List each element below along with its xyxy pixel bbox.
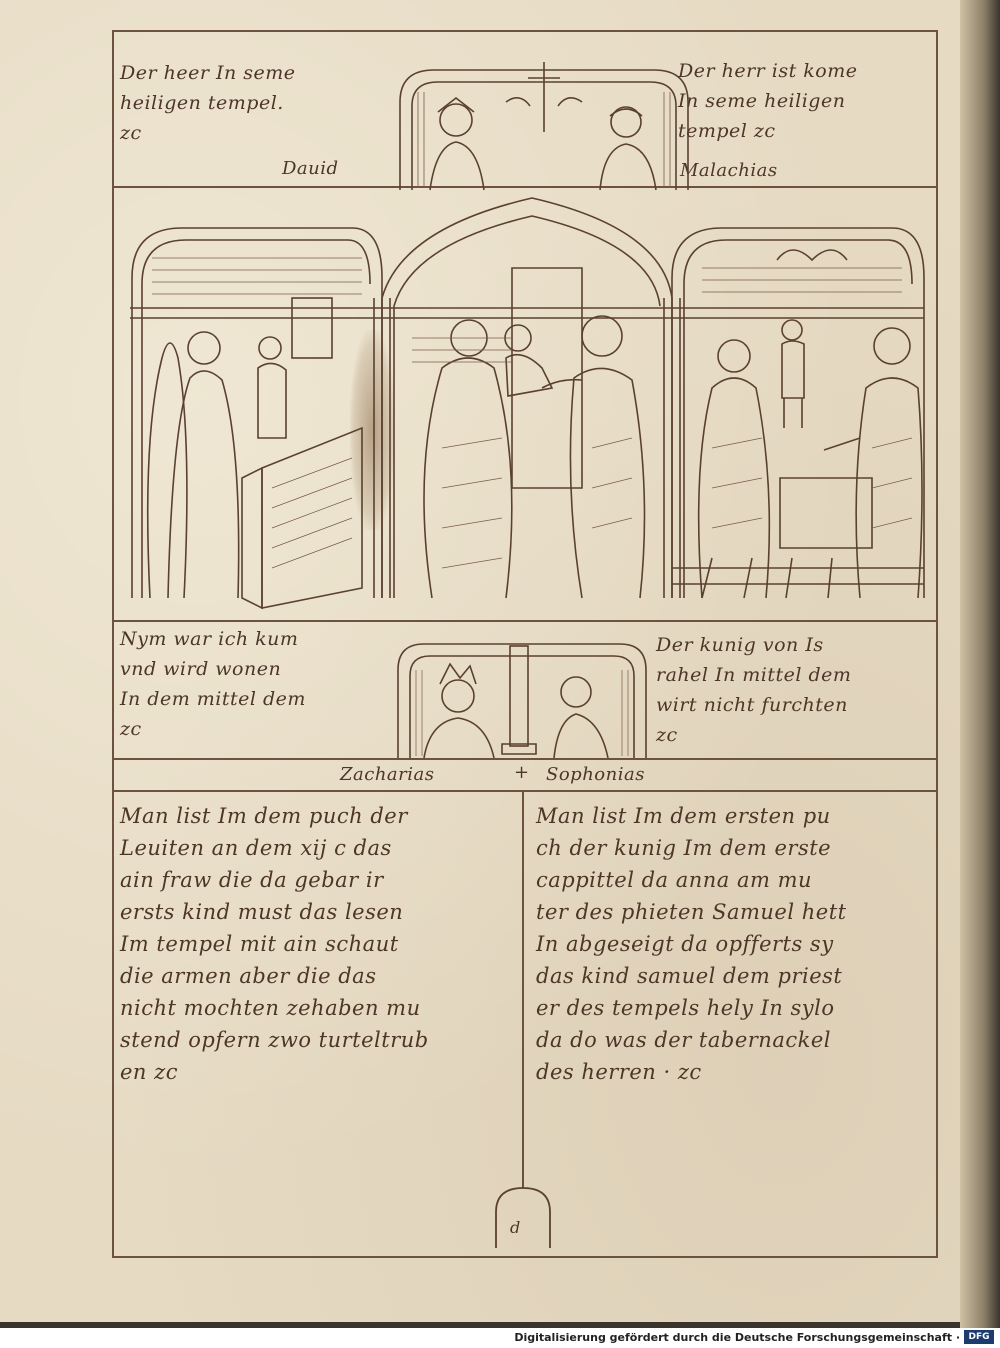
- folio-bell-mark: [488, 1160, 558, 1250]
- prophets-illustration-middle: [394, 640, 650, 760]
- prophet-name-sophonias: Sophonias: [546, 764, 645, 785]
- folio-signature: d: [510, 1218, 521, 1237]
- caption-top-right: Der herr ist kome In seme heiligen tempel zc: [678, 60, 858, 142]
- prophet-name-malachias: Malachias: [680, 160, 778, 181]
- book-gutter: [960, 0, 1000, 1330]
- presentation-in-temple-illustration: [112, 188, 942, 618]
- column-divider: [522, 790, 524, 1160]
- prophet-name-separator: +: [514, 762, 530, 783]
- dfg-logo-icon: DFG: [964, 1330, 994, 1344]
- caption-top-left: Der heer In seme heiligen tempel. zc: [120, 62, 296, 144]
- funding-credit: Digitalisierung gefördert durch die Deutsche Forschungsgemeinschaft ·: [514, 1331, 960, 1344]
- middle-register-divider: [112, 620, 938, 622]
- text-header-divider: [112, 790, 938, 792]
- prophets-illustration-top: [394, 62, 694, 192]
- caption-mid-right: Der kunig von Is rahel In mittel dem wirt nicht furchten zc: [656, 634, 852, 746]
- text-column-right: Man list Im dem ersten pu ch der kunig Im dem erste cappittel da anna am mu ter des phieten Samuel hett In abgeseigt da opfferts sy das kind samuel dem priest er des tempels hely In sylo da do was der tabernackel des herren · zc: [536, 804, 847, 1084]
- prophet-name-dauid: Dauid: [282, 158, 339, 179]
- caption-mid-left: Nym war ich kum vnd wird wonen In dem mittel dem zc: [120, 628, 306, 740]
- prophet-name-zacharias: Zacharias: [340, 764, 435, 785]
- text-column-left: Man list Im dem puch der Leuiten an dem xij c das ain fraw die da gebar ir ersts kind must das lesen Im tempel mit ain schaut die armen aber die das nicht mochten zehaben mu stend opfern zwo turteltrub en zc: [120, 804, 429, 1084]
